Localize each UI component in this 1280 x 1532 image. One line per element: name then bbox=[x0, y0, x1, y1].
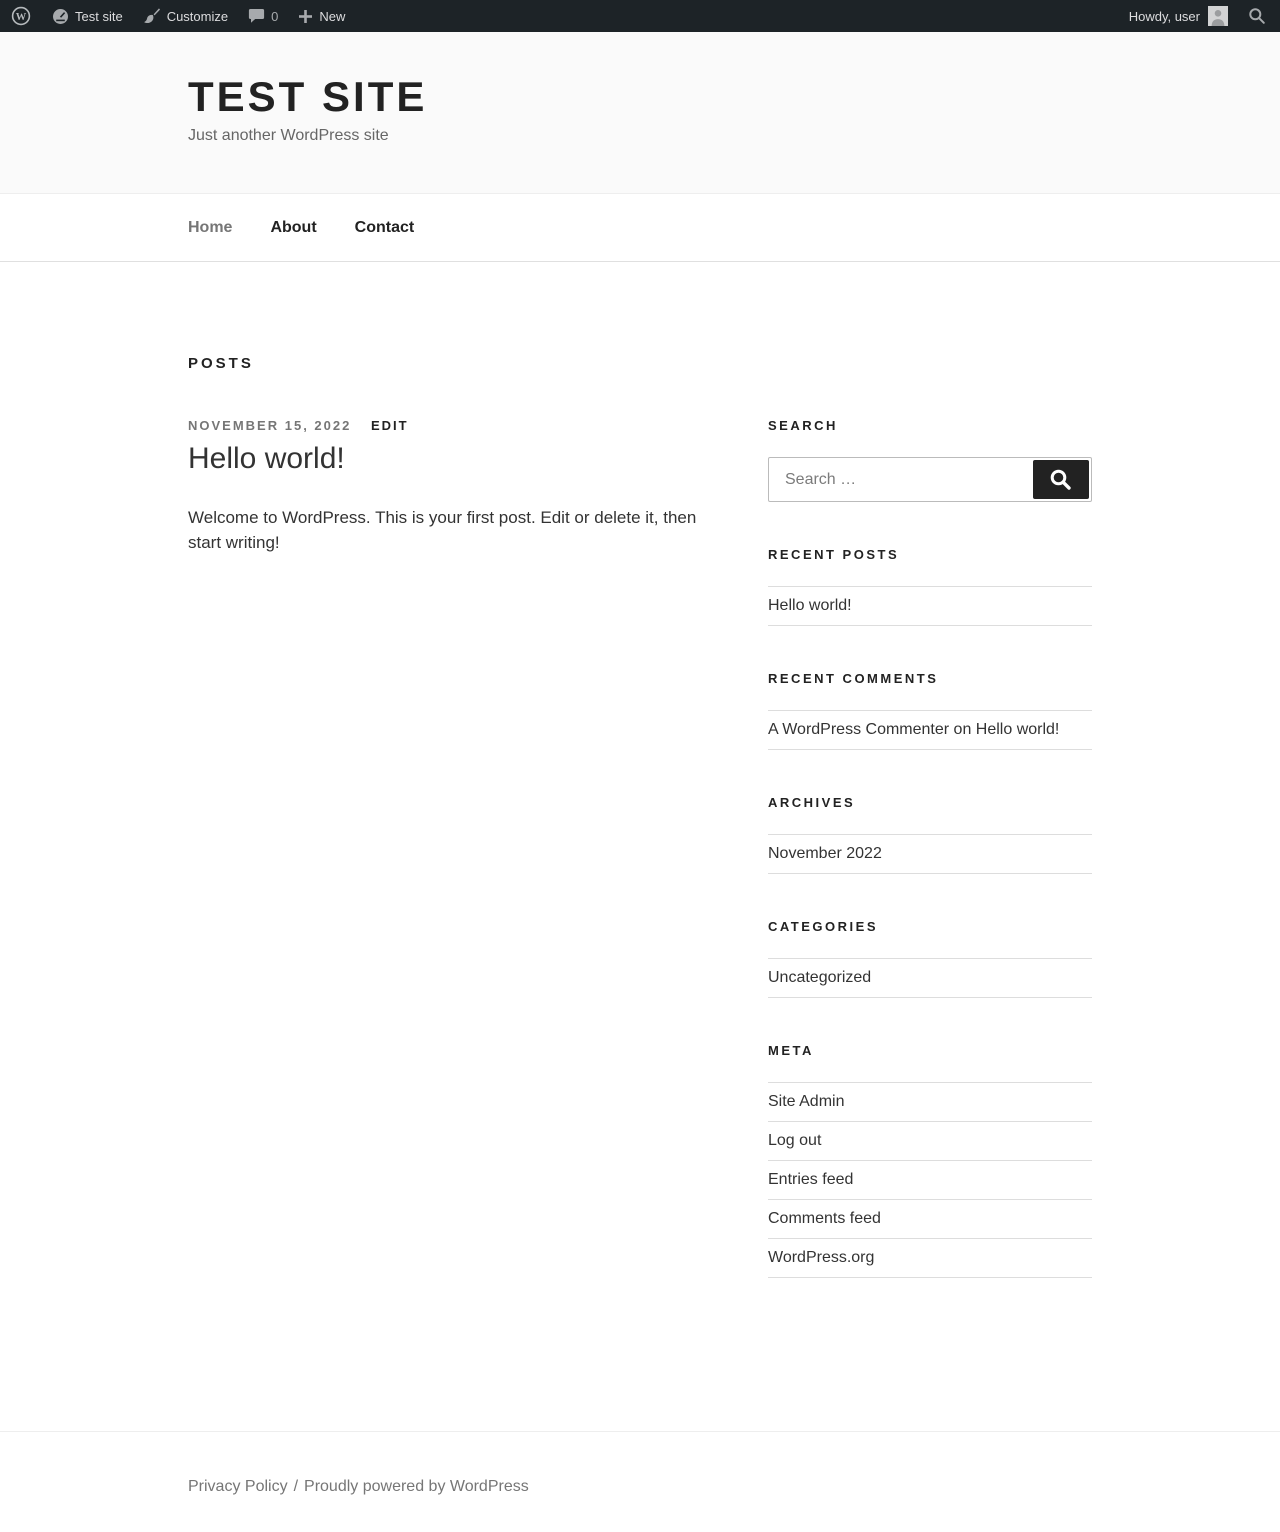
wp-logo-menu[interactable] bbox=[0, 0, 42, 32]
comments-feed-link[interactable]: Comments feed bbox=[768, 1210, 881, 1228]
meta-widget bbox=[768, 1043, 1092, 1278]
sidebar bbox=[768, 418, 1092, 1323]
search-button-icon bbox=[1048, 467, 1074, 493]
wordpress-org-link[interactable]: WordPress.org bbox=[768, 1249, 875, 1267]
nav-item-contact[interactable]: Contact bbox=[354, 218, 415, 236]
list-item bbox=[768, 711, 1092, 750]
admin-bar-new-label: New bbox=[319, 8, 346, 24]
admin-bar-customize[interactable] bbox=[133, 0, 238, 32]
plus-icon bbox=[298, 9, 313, 24]
wordpress-logo-icon bbox=[11, 6, 31, 26]
recent-post-link[interactable]: Hello world! bbox=[768, 597, 852, 615]
admin-bar-search[interactable] bbox=[1238, 0, 1276, 32]
commented-post-link[interactable]: Hello world! bbox=[975, 721, 1060, 739]
admin-bar-site-name[interactable] bbox=[42, 0, 133, 32]
categories-title: CATEGORIES bbox=[768, 919, 878, 935]
search-icon bbox=[1248, 7, 1266, 25]
recent-posts-title: RECENT POSTS bbox=[768, 547, 900, 563]
site-tagline: Just another WordPress site bbox=[188, 127, 389, 145]
footer-separator: / bbox=[293, 1478, 299, 1496]
comments-bubble-icon bbox=[248, 8, 265, 24]
list-item bbox=[768, 835, 1092, 874]
nav-item-about[interactable]: About bbox=[270, 218, 317, 236]
list-item bbox=[768, 1161, 1092, 1200]
admin-bar-left bbox=[0, 0, 355, 32]
svg-text:W: W bbox=[15, 11, 27, 23]
list-item bbox=[768, 1083, 1092, 1122]
dashboard-gauge-icon bbox=[52, 8, 69, 25]
list-item bbox=[768, 959, 1092, 998]
comment-count: 0 bbox=[271, 8, 279, 24]
post-article bbox=[188, 418, 713, 1323]
admin-bar-comments[interactable] bbox=[238, 0, 288, 32]
post-body-text: Welcome to WordPress. This is your first post. Edit or delete it, then start writing! bbox=[188, 508, 697, 552]
search-widget bbox=[768, 418, 1092, 502]
main-content bbox=[188, 262, 1092, 1323]
recent-posts-widget bbox=[768, 547, 1092, 626]
post-title-link[interactable]: Hello world! bbox=[188, 442, 345, 476]
admin-bar-customize-label: Customize bbox=[166, 8, 229, 24]
admin-bar bbox=[0, 0, 1280, 32]
avatar bbox=[1208, 6, 1228, 26]
post-date-link[interactable]: NOVEMBER 15, 2022 bbox=[188, 418, 352, 434]
list-item bbox=[768, 1200, 1092, 1239]
admin-bar-new[interactable] bbox=[288, 0, 355, 32]
log-out-link[interactable]: Log out bbox=[768, 1132, 822, 1150]
site-admin-link[interactable]: Site Admin bbox=[768, 1093, 845, 1111]
recent-comments-title: RECENT COMMENTS bbox=[768, 671, 939, 687]
comment-author-link[interactable]: A WordPress Commenter bbox=[768, 721, 950, 739]
archives-title: ARCHIVES bbox=[768, 795, 856, 811]
powered-by-link[interactable]: Proudly powered by WordPress bbox=[304, 1478, 529, 1496]
site-title[interactable]: TEST SITE bbox=[188, 73, 428, 120]
search-widget-title: SEARCH bbox=[768, 418, 838, 434]
site-footer bbox=[0, 1431, 1280, 1532]
admin-bar-right bbox=[1119, 0, 1280, 32]
archives-widget bbox=[768, 795, 1092, 874]
page-title: POSTS bbox=[188, 355, 254, 373]
admin-bar-my-account[interactable] bbox=[1119, 0, 1238, 32]
customize-brush-icon bbox=[143, 7, 161, 25]
recent-comments-widget bbox=[768, 671, 1092, 750]
categories-widget bbox=[768, 919, 1092, 998]
list-item bbox=[768, 1122, 1092, 1161]
site-header bbox=[0, 32, 1280, 194]
nav-item-home[interactable]: Home bbox=[188, 218, 233, 236]
search-form bbox=[768, 457, 1092, 502]
comment-connector: on bbox=[949, 721, 976, 739]
howdy-label: Howdy, user bbox=[1128, 8, 1200, 24]
post-edit-link[interactable]: EDIT bbox=[370, 418, 409, 434]
admin-bar-site-label: Test site bbox=[75, 8, 123, 24]
entries-feed-link[interactable]: Entries feed bbox=[768, 1171, 854, 1189]
search-submit-button[interactable] bbox=[1033, 460, 1089, 499]
main-navigation bbox=[0, 194, 1280, 262]
list-item bbox=[768, 1239, 1092, 1278]
category-link[interactable]: Uncategorized bbox=[768, 969, 872, 987]
archive-link[interactable]: November 2022 bbox=[768, 845, 882, 863]
privacy-policy-link[interactable]: Privacy Policy bbox=[188, 1478, 288, 1496]
list-item bbox=[768, 587, 1092, 626]
meta-title: META bbox=[768, 1043, 814, 1059]
